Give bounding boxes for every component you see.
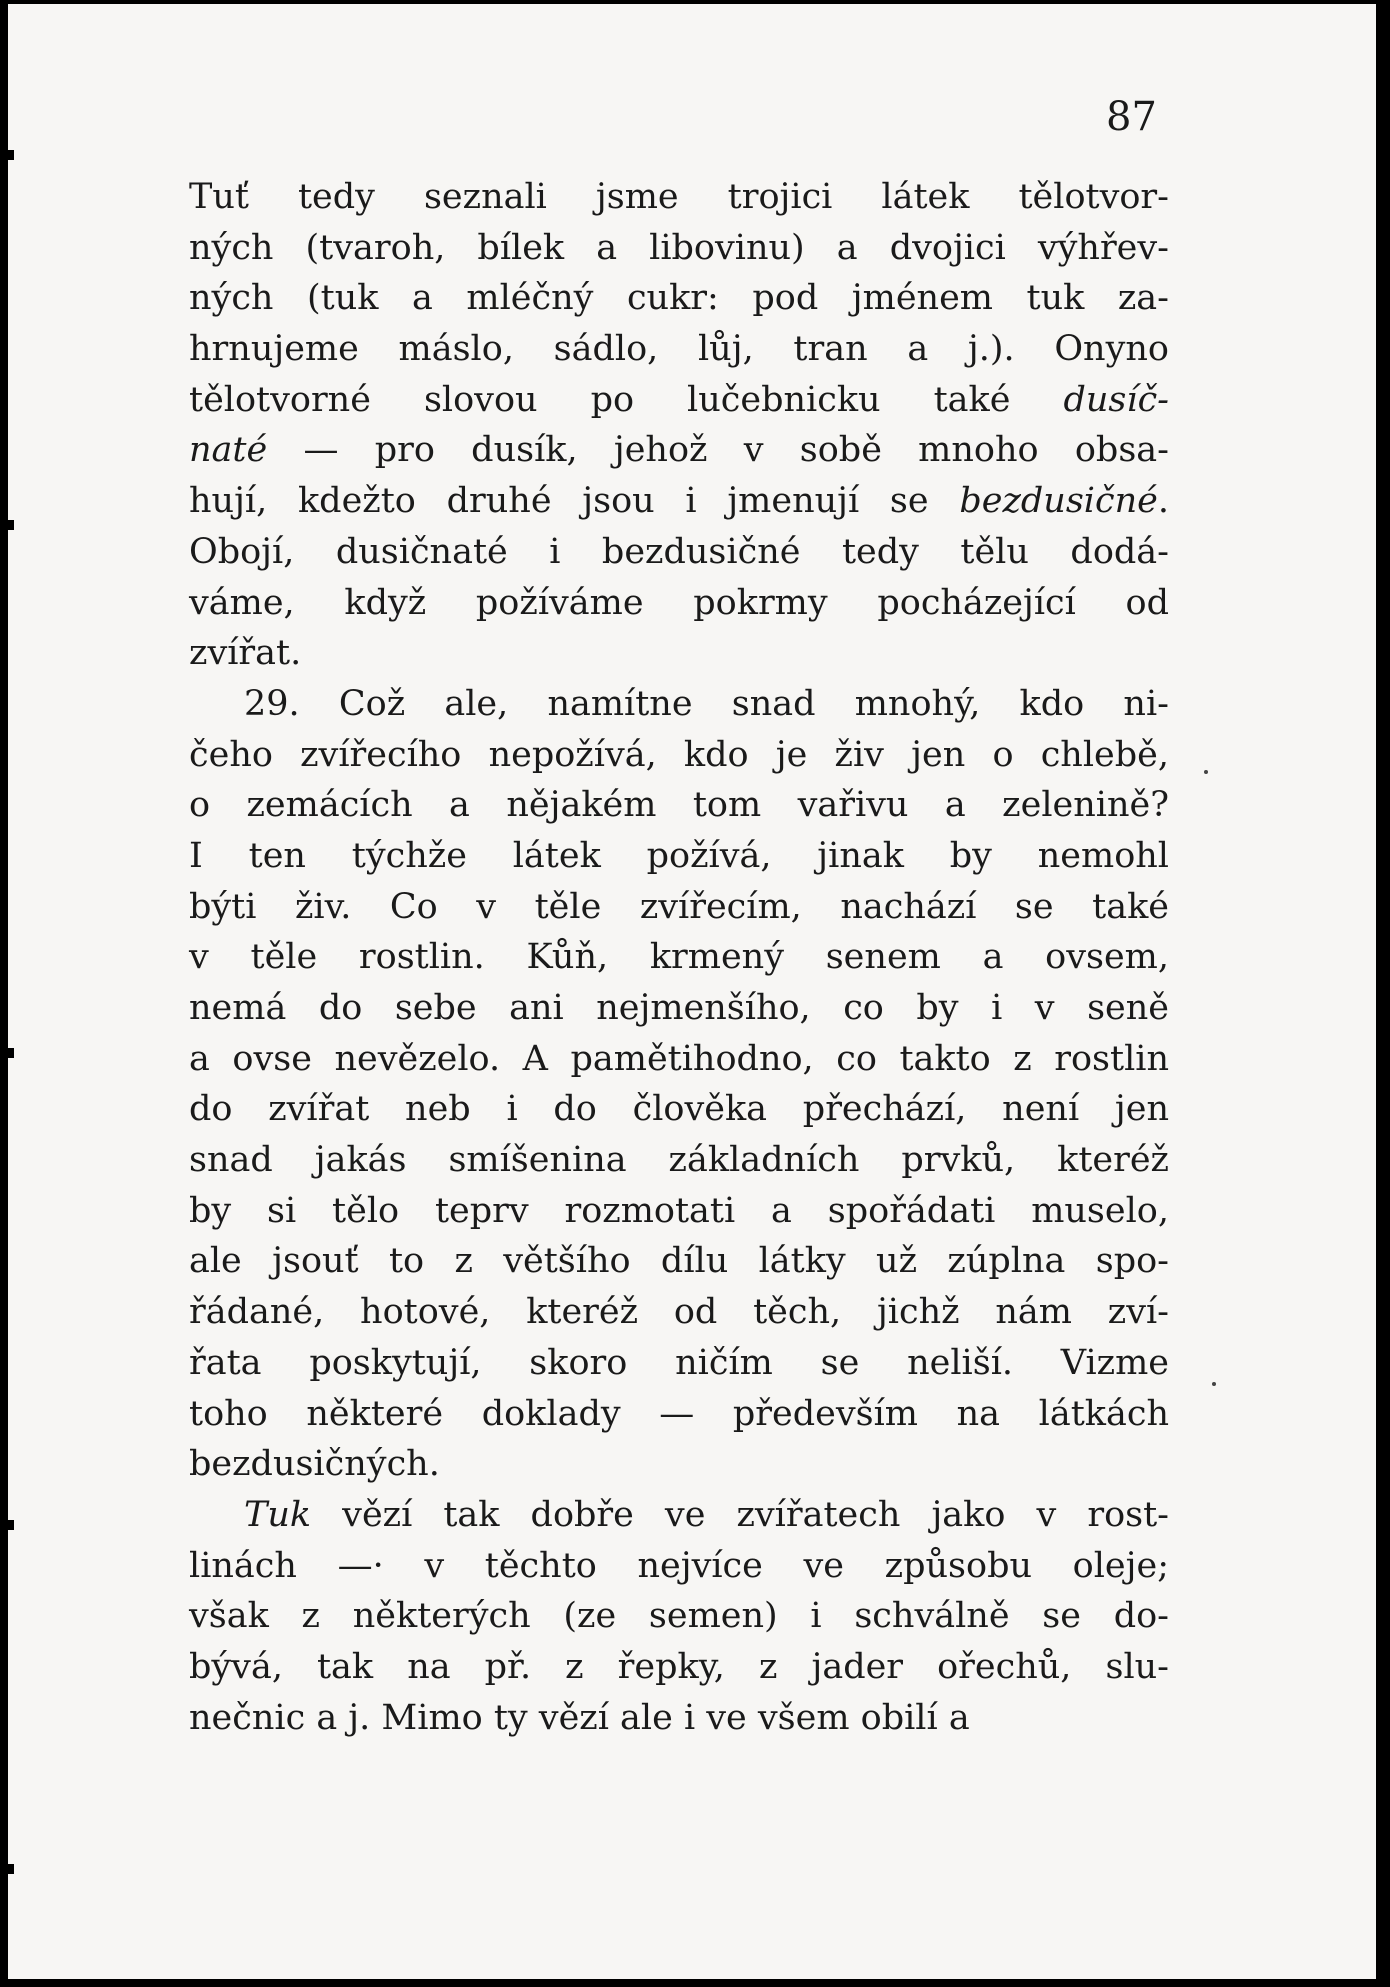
text-run: 29. Což ale, namítne snad mnohý, kdo ni- xyxy=(244,683,1169,724)
text-line xyxy=(189,1034,1169,1085)
text-line xyxy=(189,628,1169,679)
italic-term: Tuk xyxy=(244,1494,312,1535)
text-line xyxy=(189,476,1169,527)
text-run: nečnic a j. Mimo ty vězí ale i ve všem obilí a xyxy=(189,1697,970,1738)
text-line xyxy=(189,730,1169,781)
text-line xyxy=(189,1186,1169,1237)
text-run: snad jakás smíšenina základních prvků, kteréž xyxy=(189,1140,1169,1181)
text-run: váme, když požíváme pokrmy pocházející od xyxy=(189,582,1169,623)
text-line xyxy=(189,1135,1169,1186)
scan-speck xyxy=(1212,1382,1216,1386)
text-run: čeho zvířecího nepožívá, kdo je živ jen o chlebě, xyxy=(189,734,1169,775)
text-line xyxy=(189,578,1169,629)
text-run: ale jsouť to z většího dílu látky už zúplna spo- xyxy=(189,1241,1169,1282)
text-run: linách —· v těchto nejvíce ve způsobu oleje; xyxy=(189,1545,1169,1586)
text-line xyxy=(189,1389,1169,1440)
text-line xyxy=(189,831,1169,882)
scan-speck xyxy=(1204,770,1208,774)
text-run: Tuť tedy seznali jsme trojici látek tělotvor- xyxy=(189,177,1169,217)
text-run: však z některých (ze semen) i schválně se do- xyxy=(189,1596,1169,1637)
paper-sheet xyxy=(6,4,1376,1979)
text-line xyxy=(189,324,1169,375)
text-run: v těle rostlin. Kůň, krmený senem a ovsem, xyxy=(189,937,1169,978)
text-line xyxy=(189,882,1169,933)
text-line xyxy=(189,223,1169,274)
text-run: řádané, hotové, kteréž od těch, jichž nám zví- xyxy=(189,1292,1169,1333)
italic-term: naté xyxy=(189,430,268,471)
text-line xyxy=(189,1236,1169,1287)
text-run: ných (tuk a mléčný cukr: pod jménem tuk za- xyxy=(189,278,1169,319)
text-run: . xyxy=(1157,481,1169,522)
text-run: I ten týchže látek požívá, jinak by nemohl xyxy=(189,835,1169,876)
text-run: zvířat. xyxy=(189,633,302,674)
text-line xyxy=(189,375,1169,426)
italic-term: dusíč- xyxy=(1063,379,1169,420)
text-line xyxy=(189,1541,1169,1592)
text-run: ných (tvaroh, bílek a libovinu) a dvojici výhřev- xyxy=(189,227,1169,268)
text-run: hují, kdežto druhé jsou i jmenují se xyxy=(189,481,960,522)
text-line xyxy=(189,273,1169,324)
text-run: bezdusičných. xyxy=(189,1444,440,1485)
binding-mark xyxy=(0,1048,14,1058)
body-text xyxy=(189,172,1169,1743)
text-line xyxy=(189,1287,1169,1338)
binding-mark xyxy=(0,520,14,530)
text-line xyxy=(189,1490,1169,1541)
text-line xyxy=(189,679,1169,730)
text-line xyxy=(189,1084,1169,1135)
text-run: do zvířat neb i do člověka přechází, není jen xyxy=(189,1089,1169,1130)
text-run: toho některé doklady — především na látkách xyxy=(189,1393,1169,1434)
binding-edge xyxy=(0,0,8,1987)
text-line xyxy=(189,983,1169,1034)
text-run: bývá, tak na př. z řepky, z jader ořechů, slu- xyxy=(189,1646,1169,1687)
text-run: hrnujeme máslo, sádlo, lůj, tran a j.). Onyno xyxy=(189,329,1169,370)
text-line xyxy=(189,1439,1169,1490)
text-run: vězí tak dobře ve zvířatech jako v rost- xyxy=(311,1494,1169,1535)
text-line xyxy=(189,527,1169,578)
italic-term: bezdusičné xyxy=(959,481,1158,522)
text-line xyxy=(189,1338,1169,1389)
text-run: o zemácích a nějakém tom vařivu a zelenině? xyxy=(189,785,1169,826)
binding-mark xyxy=(0,150,14,160)
binding-mark xyxy=(0,1864,14,1874)
binding-mark xyxy=(0,1520,14,1530)
text-run: řata poskytují, skoro ničím se neliší. Vizme xyxy=(189,1342,1169,1383)
text-run: Obojí, dusičnaté i bezdusičné tedy tělu dodá- xyxy=(189,531,1169,572)
page-number: 87 xyxy=(1106,94,1157,140)
text-line xyxy=(189,425,1169,476)
text-line xyxy=(189,172,1169,223)
text-run: nemá do sebe ani nejmenšího, co by i v seně xyxy=(189,988,1169,1028)
text-line xyxy=(189,932,1169,983)
text-run: — pro dusík, jehož v sobě mnoho obsa- xyxy=(267,430,1169,471)
text-run: tělotvorné slovou po lučebnicku také xyxy=(189,379,1064,420)
text-run: a ovse nevězelo. A pamětihodno, co takto z rostlin xyxy=(189,1038,1169,1079)
text-line xyxy=(189,780,1169,831)
text-line xyxy=(189,1693,1169,1744)
text-run: by si tělo teprv rozmotati a spořádati muselo, xyxy=(189,1190,1169,1231)
text-line xyxy=(189,1642,1169,1693)
text-line xyxy=(189,1591,1169,1642)
text-run: býti živ. Co v těle zvířecím, nachází se také xyxy=(189,886,1169,927)
